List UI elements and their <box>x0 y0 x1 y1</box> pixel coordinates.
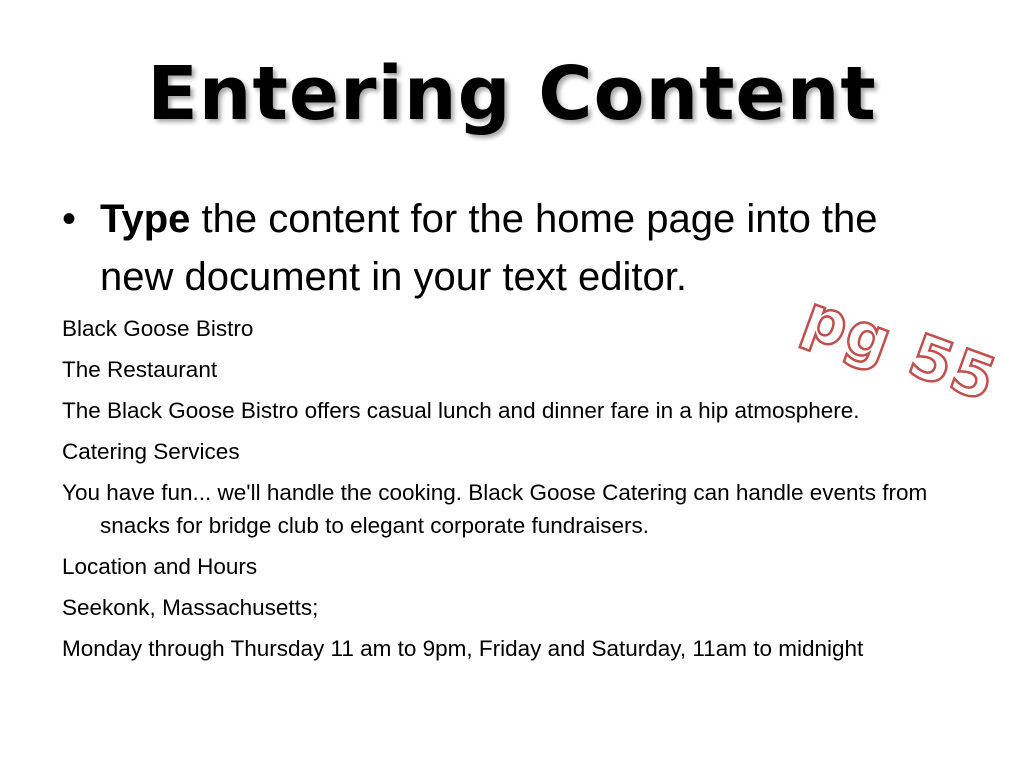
content-line: Catering Services <box>62 439 240 464</box>
content-line: Black Goose Bistro <box>62 316 254 341</box>
slide-title: Entering Content <box>147 51 877 137</box>
bullet-rest: the content for the home page into the new document in your text editor. <box>100 197 878 299</box>
bullet-lead: Type <box>100 197 191 241</box>
content-line: You have fun... we'll handle the cooking. Black Goose Catering can handle events from snacks for bridge club to elegant corporate fundraisers. <box>62 480 928 538</box>
content-line: Location and Hours <box>62 554 258 579</box>
content-line: The Restaurant <box>62 357 218 382</box>
page-reference-stamp: pg 55 <box>794 282 1007 417</box>
content-line: Monday through Thursday 11 am to 9pm, Friday and Saturday, 11am to midnight <box>62 636 864 661</box>
bullet-dot-icon: • <box>62 197 77 241</box>
content-lines <box>62 312 942 673</box>
content-line: The Black Goose Bistro offers casual lunch and dinner fare in a hip atmosphere. <box>62 398 860 423</box>
content-line: Seekonk, Massachusetts; <box>62 595 319 620</box>
